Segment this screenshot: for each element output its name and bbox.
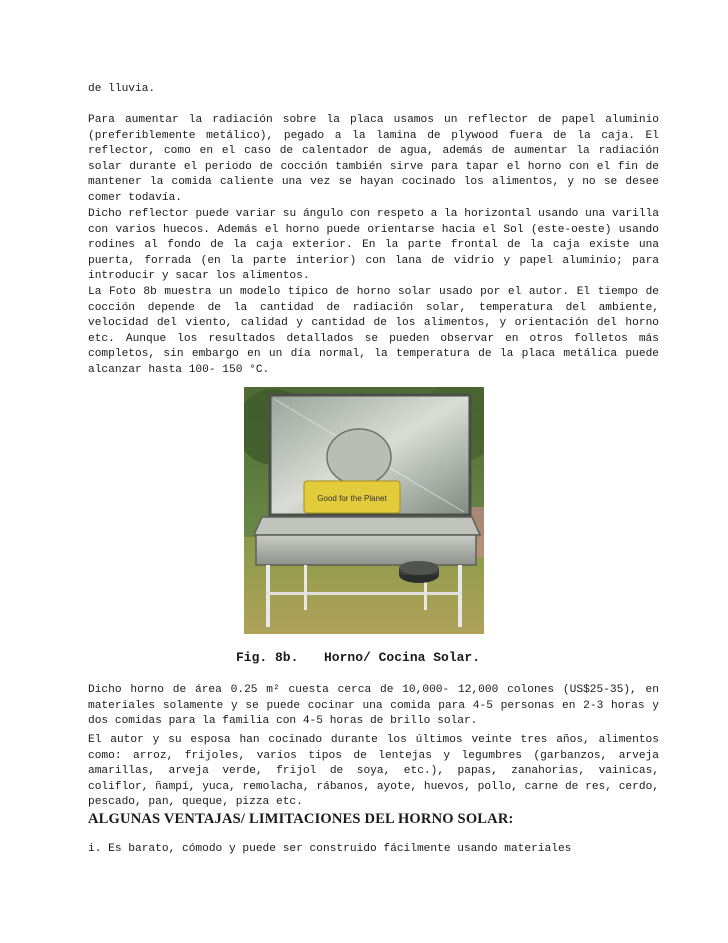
paragraph-cost: Dicho horno de área 0.25 m² cuesta cerca de 10,000- 12,000 colones (US$25-35), en materiales solamente y se puede cocinar una comida para 4-5 personas en 2-3 horas y dos comidas para la familia con 4-5 horas de brillo solar. — [88, 684, 659, 728]
figure-label: Fig. 8b. — [236, 650, 299, 665]
paragraph-0: de lluvia. — [88, 83, 156, 95]
paragraph-foods: El autor y su esposa han cocinado durante los últimos veinte tres años, alimentos como: arroz, frijoles, varios tipos de lentejas y legumbres (garbanzos, arveja amarillas, arveja verde, frijol de soya, etc.), papas, zanahorias, vainicas, coliflor, ñampí, yuca, remolacha, rábanos, ayote, huevos, pollo, carne de res, cerdo, pescado, pan, queque, pizza etc. — [88, 734, 659, 809]
solar-oven-photo — [244, 387, 484, 634]
paragraph-reflector: Para aumentar la radiación sobre la placa usamos un reflector de papel aluminio (preferiblemente metálico), pegado a la lamina de plywood fuera de la caja. El reflector, como en el caso de calentador de agua, además de aumentar la radiación solar durante el periodo de cocción también sirve para tapar el horno con el fin de mantener la comida caliente una vez se hayan cocinado los alimentos, y no se desee comer todavía. — [88, 114, 659, 204]
photo-label-text: Good for the Planet — [317, 494, 387, 503]
paragraph-angle: Dicho reflector puede variar su ángulo con respeto a la horizontal usando una varilla con varios huecos. Además el horno puede orientarse hacia el Sol (este-oeste) usando rodines al fondo de la caja exterior. En la parte frontal de la caja existe una puerta, forrada (en la parte interior) con lana de vidrio y papel aluminio; para introducir y sacar los alimentos. — [88, 208, 659, 283]
section-heading: ALGUNAS VENTAJAS/ LIMITACIONES DEL HORNO SOLAR: — [88, 811, 514, 827]
list-item-1: i. Es barato, cómodo y puede ser construido fácilmente usando materiales — [88, 843, 572, 855]
figure-title: Horno/ Cocina Solar. — [324, 650, 481, 665]
paragraph-photo-description: La Foto 8b muestra un modelo típico de horno solar usado por el autor. El tiempo de cocción depende de la cantidad de radiación solar, temperatura del ambiente, velocidad del viento, calidad y cantidad de los alimentos, y orientación del horno etc. Aunque los resultados detallados se pueden observar en otros folletos más completos, sin embargo en un día normal, la temperatura de la placa metálica puede alcanzar hasta 100- 150 °C. — [88, 286, 659, 376]
